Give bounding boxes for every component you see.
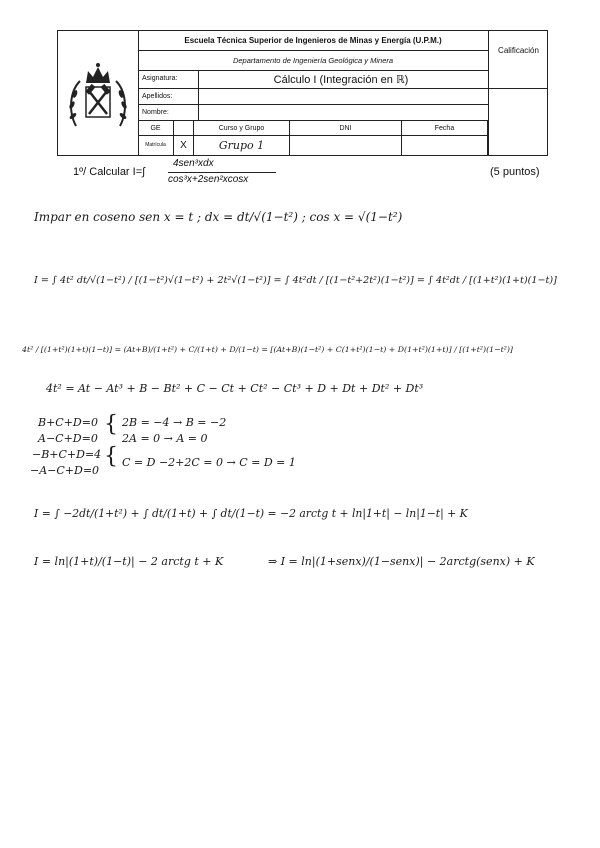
system-eq-4: −A−C+D=0 [30,464,100,477]
apellidos-label: Apellidos: [138,89,199,104]
asignatura-row [138,71,547,89]
grupo-value: Grupo 1 [194,136,290,155]
exam-header [57,30,548,156]
problem-numerator: 4sen³xdx [173,158,214,169]
apellidos-row[interactable] [138,89,488,105]
problem-denominator: cos³x+2sen²xcosx [168,174,249,185]
dni-box[interactable] [290,136,402,155]
problem-points: (5 puntos) [490,166,540,178]
solution-line-3: 4t² / [(1+t²)(1+t)(1−t)] = (At+B)/(1+t²) + C/(1+t) + D/(1−t) = [(At+B)(1−t²) + C(1+t²)(1−t) + D(1+t²)(1+t)] / [(1+t²)(1−t²)] [22,345,513,354]
solution-line-1: Impar en coseno sen x = t ; dx = dt/√(1−t²) ; cos x = √(1−t²) [34,210,403,224]
matricula-label: Matrícula [138,136,174,155]
asignatura-label: Asignatura: [138,71,199,88]
result-3: C = D −2+2C = 0 → C = D = 1 [122,456,296,469]
system-eq-1: B+C+D=0 [38,416,98,429]
logo-cell [58,31,139,155]
nombre-row[interactable] [138,105,488,121]
fraction-bar [168,172,276,173]
ge-box [174,121,194,136]
id-cells [138,121,547,155]
result-2: 2A = 0 → A = 0 [122,432,208,445]
problem-number: 1º/ Calcular I=∫ [73,166,146,178]
fecha-box[interactable] [402,136,488,155]
nombre-label: Nombre: [138,105,199,120]
dni-label: DNI [290,121,402,136]
system-brace-2: { [104,444,118,469]
asignatura-value: Cálculo I (Integración en ℝ) [273,74,409,86]
ge-label: GE [138,121,174,136]
department-name: Departamento de Ingeniería Geológica y Minera [138,51,488,71]
solution-line-4: 4t² = At − At³ + B − Bt² + C − Ct + Ct² − Ct³ + D + Dt + Dt² + Dt³ [46,382,424,395]
curso-label: Curso y Grupo [194,121,290,136]
system-brace: { [104,412,118,437]
solution-line-6: I = ln|(1+t)/(1−t)| − 2 arctg t + K [34,555,224,568]
solution-line-2: I = ∫ 4t² dt/√(1−t²) / [(1−t²)√(1−t²) + 2t²√(1−t²)] = ∫ 4t²dt / [(1−t²+2t²)(1−t²)] = ∫ 4t²dt / [(1+t²)(1+t)(1−t)] [34,275,557,286]
upm-crest-icon [58,31,138,155]
solution-line-5: I = ∫ −2dt/(1+t²) + ∫ dt/(1+t) + ∫ dt/(1−t) = −2 arctg t + ln|1+t| − ln|1−t| + K [34,507,468,520]
calificacion-label: Calificación [488,31,548,71]
result-1: 2B = −4 → B = −2 [122,416,227,429]
system-eq-2: A−C+D=0 [38,432,98,445]
system-eq-3: −B+C+D=4 [32,448,102,461]
fecha-label: Fecha [402,121,488,136]
final-answer: ⇒ I = ln|(1+senx)/(1−senx)| − 2arctg(senx) + K [268,555,535,568]
ge-mark: X [174,136,194,155]
school-name: Escuela Técnica Superior de Ingenieros de Minas y Energía (U.P.M.) [138,31,488,51]
